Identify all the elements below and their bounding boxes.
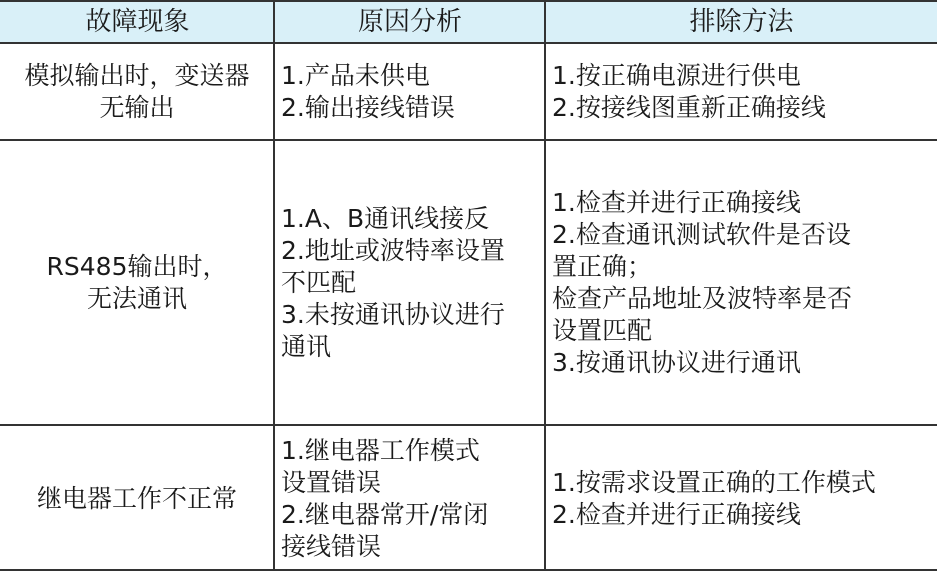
remedy-text: 1.检查并进行正确接线 [552, 187, 801, 217]
remedy-text: 1.按需求设置正确的工作模式 [552, 467, 876, 497]
remedy-text: 检查产品地址及波特率是否 [552, 283, 853, 313]
symptom-text: 继电器工作不正常 [36, 483, 237, 513]
symptom-text: RS485输出时， [46, 251, 228, 281]
remedy-text: 2.检查并进行正确接线 [552, 499, 801, 529]
cause-text: 2.继电器常开/常闭 [281, 499, 489, 529]
cell-cause [281, 141, 544, 424]
cause-text: 通讯 [281, 331, 332, 361]
cell-cause [281, 426, 544, 571]
cell-cause [281, 44, 544, 139]
header-label: 原因分析 [357, 6, 462, 37]
cause-text: 3.未按通讯协议进行 [281, 299, 505, 329]
header-remedy [547, 1, 936, 42]
cell-symptom [2, 426, 272, 571]
remedy-text: 设置匹配 [552, 315, 653, 345]
cell-symptom [2, 44, 272, 139]
remedy-text: 1.按正确电源进行供电 [552, 60, 801, 90]
remedy-text: 2.按接线图重新正确接线 [552, 92, 826, 122]
cell-remedy [552, 426, 936, 571]
header-cause [276, 1, 544, 42]
cause-text: 1.继电器工作模式 [281, 435, 480, 465]
grid-line-vertical [273, 0, 275, 571]
remedy-text: 2.检查通讯测试软件是否设 [552, 219, 851, 249]
header-label: 故障现象 [85, 6, 190, 37]
cell-remedy [552, 141, 936, 424]
symptom-text: 无法通讯 [86, 283, 187, 313]
remedy-text: 置正确； [552, 251, 653, 281]
cell-symptom [2, 141, 272, 424]
cause-text: 1.产品未供电 [281, 60, 430, 90]
cause-text: 接线错误 [281, 531, 382, 561]
cause-text: 1.A、B通讯线接反 [281, 203, 490, 233]
cell-remedy [552, 44, 936, 139]
header-label: 排除方法 [689, 6, 794, 37]
symptom-text: 模拟输出时，变送器 [24, 60, 250, 90]
cause-text: 设置错误 [281, 467, 382, 497]
grid-line-vertical [544, 0, 546, 571]
header-symptom [2, 1, 273, 42]
symptom-text: 无输出 [99, 92, 175, 122]
cause-text: 不匹配 [281, 267, 357, 297]
cause-text: 2.地址或波特率设置 [281, 235, 505, 265]
remedy-text: 3.按通讯协议进行通讯 [552, 347, 801, 377]
cause-text: 2.输出接线错误 [281, 92, 455, 122]
